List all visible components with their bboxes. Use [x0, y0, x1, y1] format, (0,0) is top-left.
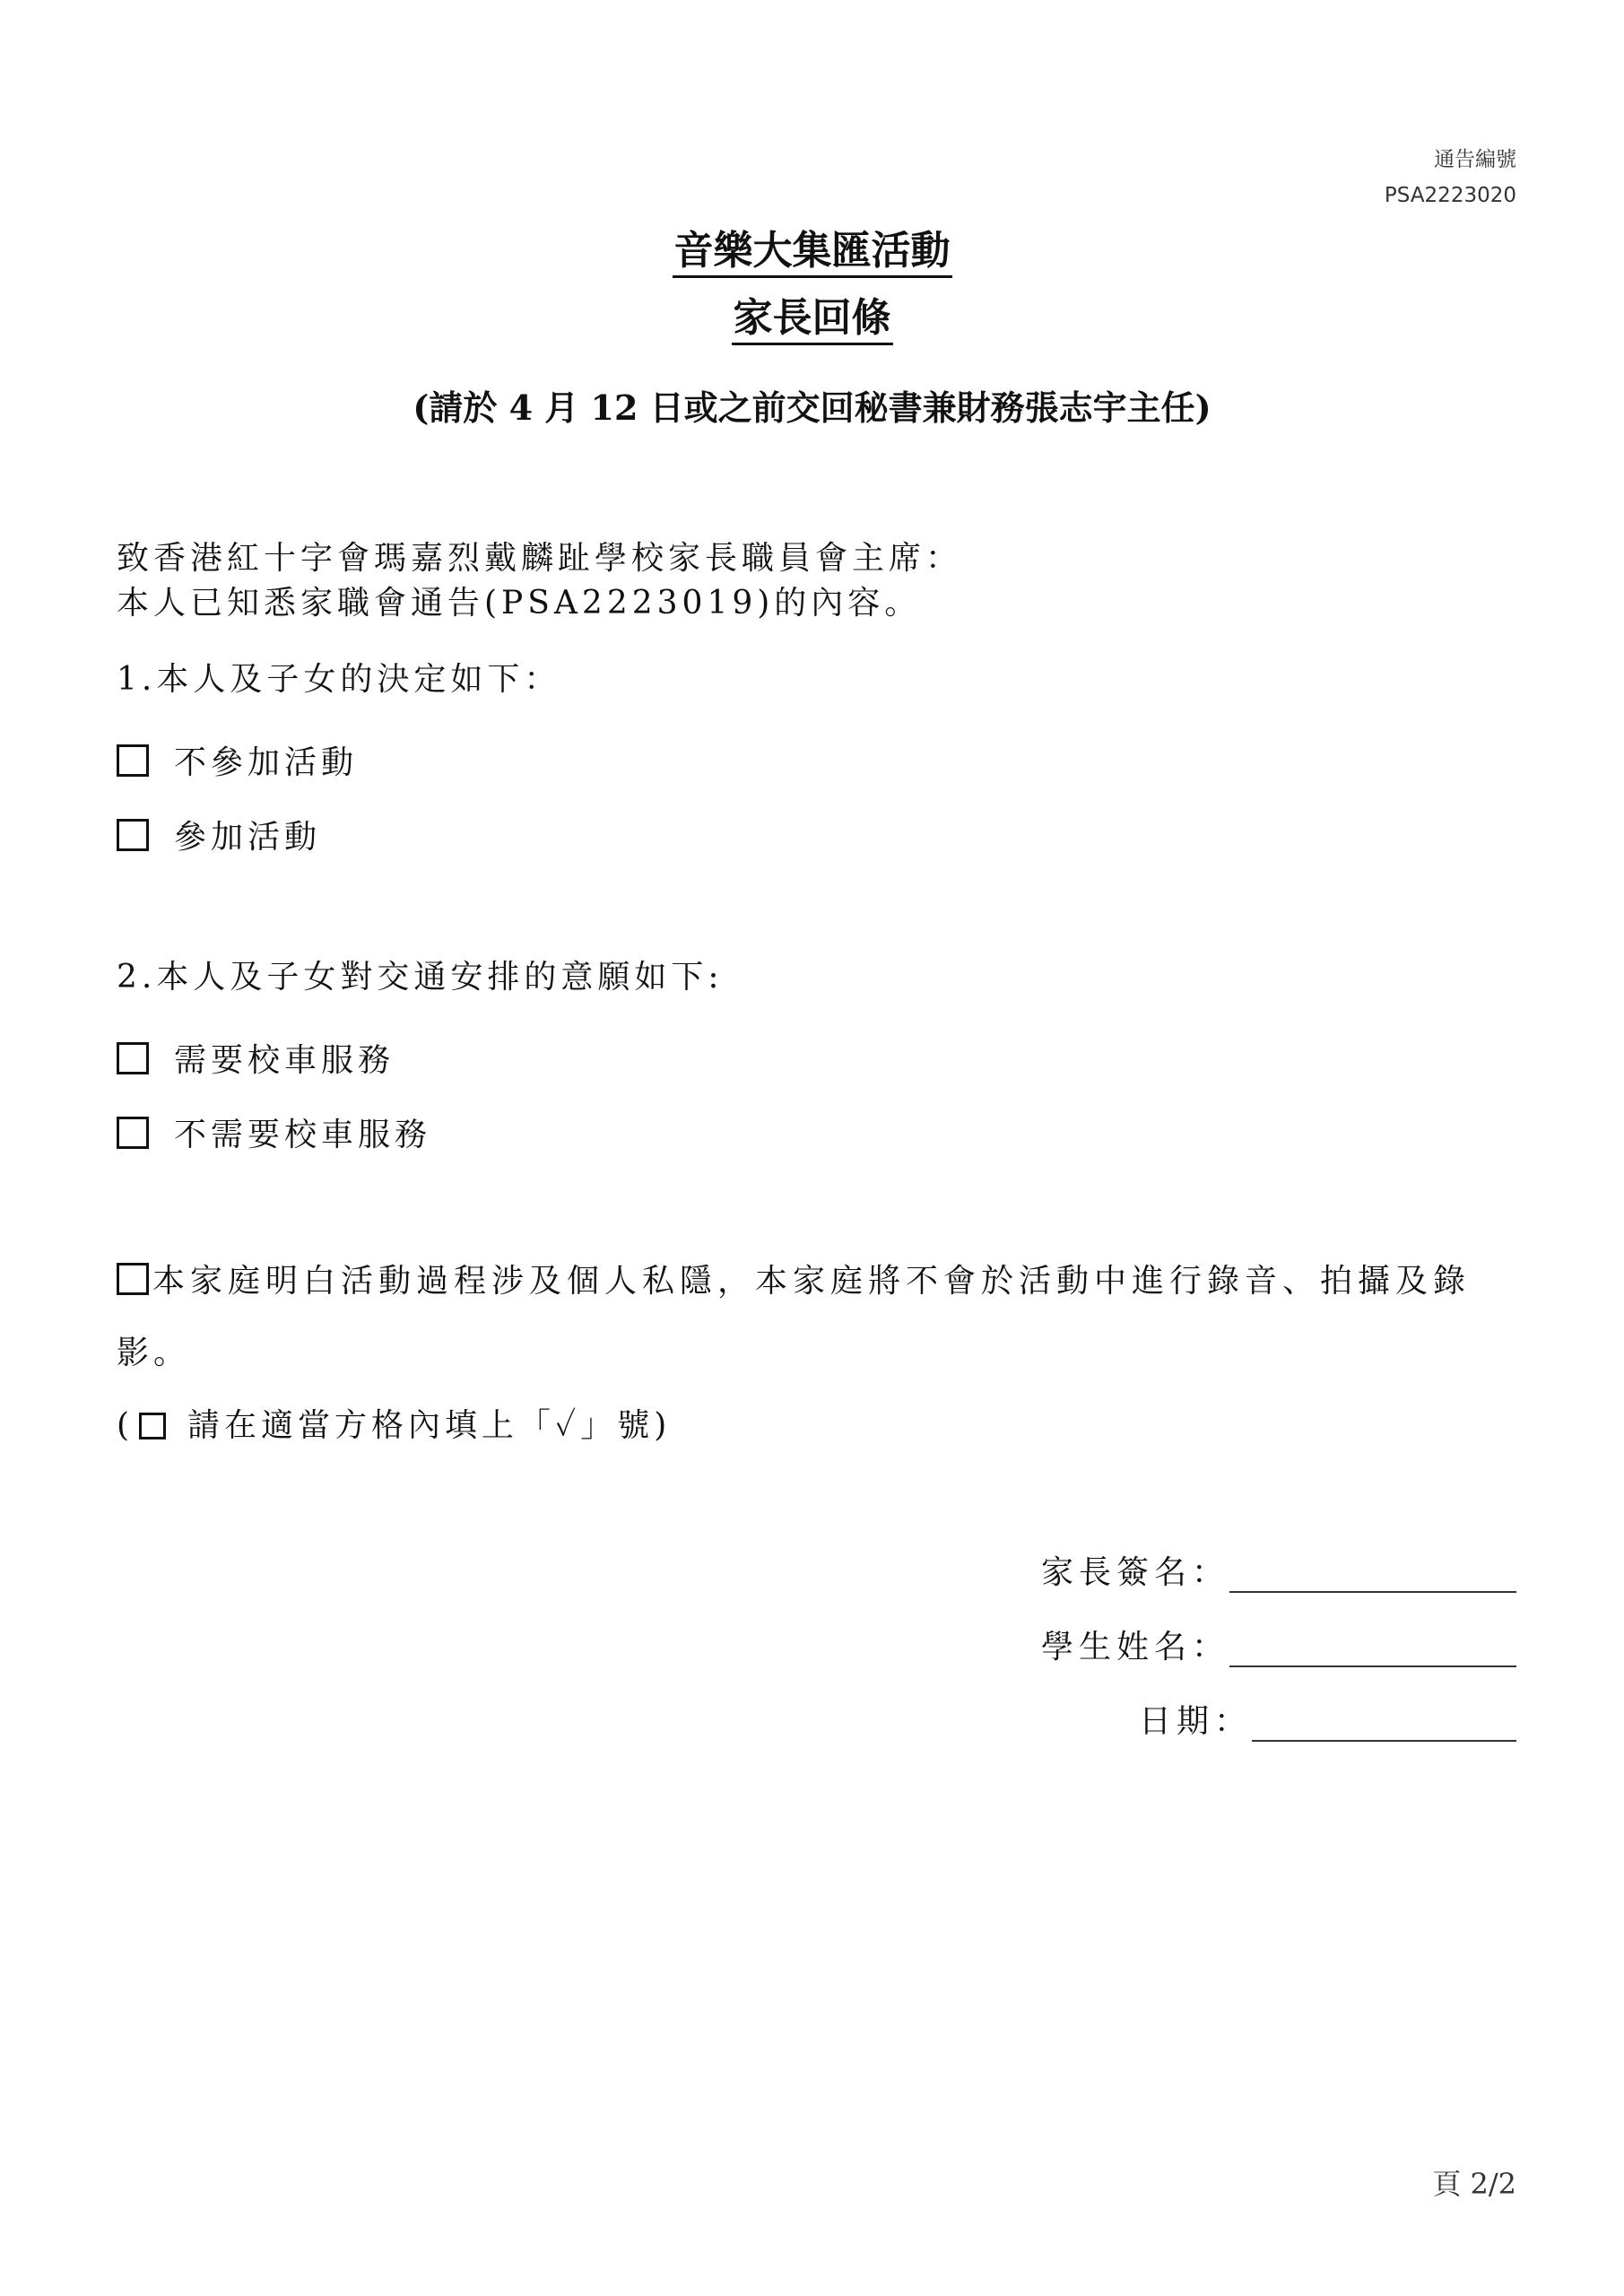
option-no-bus[interactable] — [117, 1109, 431, 1155]
parent-signature-row[interactable] — [1041, 1547, 1516, 1593]
document-subtitle-text: 家長回條 — [732, 295, 893, 345]
salutation: 致香港紅十字會瑪嘉烈戴麟趾學校家長職員會主席： — [117, 540, 963, 577]
notice-number: PSA2223020 — [1384, 184, 1516, 207]
student-name-label: 學生姓名： — [1040, 1629, 1229, 1665]
privacy-statement[interactable] — [117, 1256, 1471, 1301]
not-join-label: 不參加活動 — [174, 744, 359, 781]
not-join-checkbox[interactable] — [117, 744, 149, 777]
instruction-open: ( — [117, 1407, 135, 1444]
privacy-line1: 本家庭明白活動過程涉及個人私隱，本家庭將不會於活動中進行錄音、拍攝及錄 — [152, 1263, 1472, 1300]
no-bus-label: 不需要校車服務 — [174, 1117, 432, 1153]
instruction-text: 請在適當方格內填上「✓」號) — [187, 1407, 672, 1444]
notice-label: 通告編號 — [1434, 148, 1516, 171]
need-bus-label: 需要校車服務 — [174, 1042, 395, 1079]
page-number: 頁 2/2 — [1432, 2167, 1516, 2201]
option-need-bus[interactable] — [117, 1035, 395, 1081]
parent-signature-field[interactable] — [1229, 1564, 1516, 1593]
document-subtitle — [0, 291, 1624, 345]
parent-signature-label: 家長簽名： — [1040, 1554, 1229, 1591]
deadline-note: (請於 4 月 12 日或之前交回秘書兼財務張志宇主任) — [413, 387, 1211, 428]
date-label: 日期： — [1138, 1703, 1252, 1740]
option-join[interactable] — [117, 812, 321, 857]
acknowledgement: 本人已知悉家職會通告(PSA2223019)的內容。 — [117, 585, 922, 622]
document-title — [0, 224, 1624, 278]
sample-checkbox-icon — [139, 1413, 166, 1439]
privacy-line2: 影。 — [117, 1335, 191, 1371]
no-bus-checkbox[interactable] — [117, 1117, 149, 1149]
privacy-checkbox[interactable] — [117, 1263, 149, 1295]
join-checkbox[interactable] — [117, 819, 149, 851]
date-row[interactable] — [1139, 1696, 1516, 1742]
date-field[interactable] — [1252, 1713, 1516, 1742]
document-title-text: 音樂大集匯活動 — [673, 228, 952, 278]
notice-meta — [1385, 142, 1516, 213]
instruction-note — [117, 1404, 671, 1448]
need-bus-checkbox[interactable] — [117, 1042, 149, 1074]
section1-heading: 1.本人及子女的決定如下： — [117, 661, 561, 698]
join-label: 參加活動 — [174, 819, 322, 856]
option-not-join[interactable] — [117, 737, 358, 783]
student-name-row[interactable] — [1041, 1622, 1516, 1667]
section2-heading: 2.本人及子女對交通安排的意願如下: — [117, 959, 724, 996]
student-name-field[interactable] — [1229, 1639, 1516, 1667]
